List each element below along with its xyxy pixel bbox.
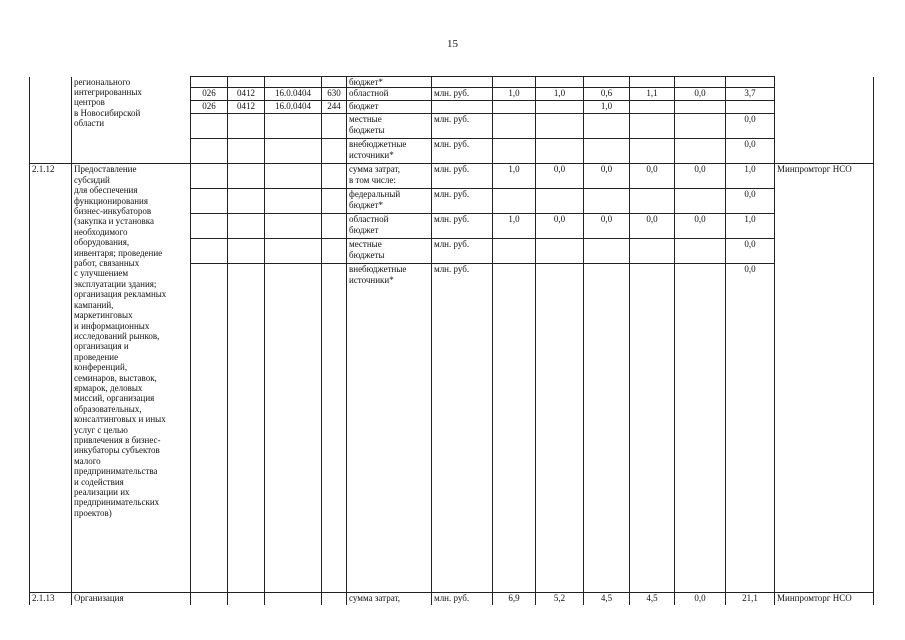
total-value: [726, 77, 775, 88]
year-value: [584, 189, 630, 214]
year-value: [675, 77, 726, 88]
funding-source-line: федеральный: [349, 189, 401, 200]
item-description-line: услуг с целью: [74, 424, 128, 435]
budget-code: [228, 214, 265, 239]
budget-code: [228, 239, 265, 264]
year-value: [536, 77, 584, 88]
year-value: [584, 77, 630, 88]
budget-code: [265, 139, 322, 164]
budget-code: [322, 77, 347, 88]
total-value: 21,1: [726, 593, 775, 605]
year-value: [584, 239, 630, 264]
funding-source: [347, 214, 432, 239]
item-description-line: семинаров, выставок,: [74, 372, 157, 383]
budget-code: [191, 214, 228, 239]
budget-code: [322, 239, 347, 264]
total-value: 3,7: [726, 88, 775, 101]
year-value: 0,0: [536, 214, 584, 239]
item-description-line: проведение: [74, 351, 119, 362]
funding-source-line: бюджеты: [349, 124, 385, 135]
year-value: 1,1: [630, 88, 675, 101]
year-value: [584, 139, 630, 164]
year-value: [630, 101, 675, 114]
item-description-line: (закупка и установка: [74, 216, 154, 227]
funding-source: [347, 264, 432, 593]
budget-code: [191, 77, 228, 88]
funding-source-line: источники*: [349, 274, 394, 285]
year-value: [536, 114, 584, 139]
unit: млн. руб.: [432, 139, 493, 164]
budget-code: [265, 593, 322, 605]
unit: млн. руб.: [432, 164, 493, 189]
budget-code: 630: [322, 88, 347, 101]
funding-source-line: бюджет*: [349, 199, 383, 210]
funding-source: [347, 101, 432, 114]
year-value: [493, 264, 536, 593]
funding-source-line: в том числе:: [349, 174, 396, 185]
total-value: 0,0: [726, 189, 775, 214]
year-value: [675, 101, 726, 114]
year-value: [493, 239, 536, 264]
year-value: 0,0: [536, 164, 584, 189]
total-value: 1,0: [726, 164, 775, 189]
year-value: [493, 189, 536, 214]
year-value: 1,0: [584, 101, 630, 114]
year-value: 0,0: [675, 88, 726, 101]
unit: [432, 77, 493, 88]
item-description-line: оборудования,: [74, 237, 130, 248]
item-description-line: привлечения в бизнес-: [74, 434, 161, 445]
budget-code: 16.0.0404: [265, 88, 322, 101]
funding-source-line: областной: [349, 88, 389, 99]
funding-source: [347, 77, 432, 88]
table-row: [30, 593, 874, 605]
budget-code: [265, 239, 322, 264]
budget-code: 026: [191, 101, 228, 114]
budget-code: [191, 164, 228, 189]
budget-code: [322, 264, 347, 593]
executor: Минпромторг НСО: [775, 593, 874, 605]
executor: Минпромторг НСО: [775, 164, 874, 593]
item-description-line: с улучшением: [74, 268, 129, 279]
item-description-line: бизнес-инкубаторов: [74, 206, 152, 217]
year-value: 0,0: [630, 164, 675, 189]
budget-code: [265, 114, 322, 139]
funding-source: [347, 88, 432, 101]
year-value: 1,0: [536, 88, 584, 101]
table-row: [30, 164, 874, 189]
total-value: 0,0: [726, 239, 775, 264]
year-value: [675, 264, 726, 593]
funding-source-line: внебюджетные: [349, 139, 407, 150]
budget-code: 244: [322, 101, 347, 114]
year-value: [493, 139, 536, 164]
funding-source-line: областной: [349, 214, 389, 225]
item-description-line: в Новосибирской: [74, 107, 141, 118]
year-value: [536, 139, 584, 164]
item-description: [72, 164, 191, 593]
budget-code: [191, 264, 228, 593]
year-value: 1,0: [493, 214, 536, 239]
year-value: [675, 239, 726, 264]
item-description-line: проектов): [74, 507, 112, 518]
item-description-line: центров: [74, 97, 105, 108]
item-description-line: предпринимательских: [74, 497, 160, 508]
funding-source: [347, 189, 432, 214]
item-description-line: субсидий: [74, 174, 110, 185]
item-description-line: кампаний,: [74, 299, 114, 310]
year-value: [536, 189, 584, 214]
unit: млн. руб.: [432, 88, 493, 101]
unit: млн. руб.: [432, 593, 493, 605]
budget-code: [228, 189, 265, 214]
total-value: 0,0: [726, 264, 775, 593]
year-value: [536, 264, 584, 593]
executor-cell: [775, 77, 874, 164]
year-value: [675, 139, 726, 164]
funding-source: [347, 139, 432, 164]
year-value: [630, 139, 675, 164]
total-value: 0,0: [726, 139, 775, 164]
year-value: [675, 114, 726, 139]
budget-code: [322, 189, 347, 214]
item-description-line: предпринимательства: [74, 466, 158, 477]
year-value: [584, 264, 630, 593]
year-value: [630, 264, 675, 593]
year-value: 1,0: [493, 88, 536, 101]
year-value: 0,0: [675, 593, 726, 605]
year-value: 0,6: [584, 88, 630, 101]
item-number: 2.1.13: [30, 593, 72, 605]
item-description-line: и содействия: [74, 476, 124, 487]
year-value: [493, 101, 536, 114]
item-description-line: регионального: [74, 76, 131, 87]
total-value: [726, 101, 775, 114]
unit: млн. руб.: [432, 114, 493, 139]
budget-code: [228, 114, 265, 139]
item-description-line: области: [74, 118, 105, 129]
funding-source-line: местные: [349, 114, 382, 125]
item-description-line: инвентаря; проведение: [74, 247, 163, 258]
year-value: 6,9: [493, 593, 536, 605]
budget-code: [191, 239, 228, 264]
budget-code: [322, 114, 347, 139]
year-value: 1,0: [493, 164, 536, 189]
year-value: 0,0: [584, 214, 630, 239]
table-row: [30, 77, 874, 88]
funding-source: [347, 114, 432, 139]
year-value: [630, 114, 675, 139]
unit: млн. руб.: [432, 214, 493, 239]
year-value: 4,5: [630, 593, 675, 605]
budget-code: [191, 114, 228, 139]
item-description-line: консалтинговых и иных: [74, 414, 166, 425]
year-value: 0,0: [630, 214, 675, 239]
budget-code: [228, 139, 265, 164]
budget-code: [228, 77, 265, 88]
budget-code: [191, 593, 228, 605]
funding-source-line: источники*: [349, 149, 394, 160]
funding-source-line: сумма затрат,: [349, 164, 400, 175]
year-value: 4,5: [584, 593, 630, 605]
unit: млн. руб.: [432, 189, 493, 214]
budget-code: [228, 593, 265, 605]
funding-source-line: внебюджетные: [349, 264, 407, 275]
item-description-line: конференций,: [74, 362, 128, 373]
year-value: [493, 114, 536, 139]
item-description: Организация: [72, 593, 191, 605]
budget-code: [265, 164, 322, 189]
funding-source: [347, 239, 432, 264]
budget-code: 0412: [228, 101, 265, 114]
year-value: [536, 101, 584, 114]
item-description-line: организация и: [74, 341, 129, 352]
year-value: [630, 77, 675, 88]
budget-code: [322, 593, 347, 605]
budget-code: [228, 164, 265, 189]
item-description-line: маркетинговых: [74, 310, 133, 321]
year-value: [493, 77, 536, 88]
item-description-line: исследований рынков,: [74, 330, 160, 341]
funding-source-line: бюджеты: [349, 249, 385, 260]
funding-source-line: местные: [349, 239, 382, 250]
year-value: 0,0: [675, 164, 726, 189]
budget-code: [191, 189, 228, 214]
year-value: 0,0: [584, 164, 630, 189]
item-description-line: образовательных,: [74, 403, 142, 414]
program-activities-table: [29, 76, 874, 605]
year-value: [584, 114, 630, 139]
budget-code: 026: [191, 88, 228, 101]
year-value: 0,0: [675, 214, 726, 239]
item-description-line: работ, связанных: [74, 258, 140, 269]
item-description-line: функционирования: [74, 195, 148, 206]
item-description-line: интегрированных: [74, 86, 142, 97]
item-number-cell: [30, 77, 72, 164]
item-description-line: эксплуатации здания;: [74, 278, 157, 289]
year-value: [536, 239, 584, 264]
year-value: [630, 189, 675, 214]
page-number: 15: [447, 38, 458, 50]
item-description-line: реализации их: [74, 487, 130, 497]
budget-code: [322, 164, 347, 189]
funding-source: [347, 164, 432, 189]
budget-code: [191, 139, 228, 164]
budget-code: [322, 139, 347, 164]
item-description-line: малого: [74, 455, 101, 466]
funding-source: сумма затрат,: [347, 593, 432, 605]
item-description-line: инкубаторы субъектов: [74, 445, 160, 456]
year-value: 5,2: [536, 593, 584, 605]
item-description: [72, 77, 191, 164]
budget-code: [265, 214, 322, 239]
unit: млн. руб.: [432, 239, 493, 264]
budget-code: [265, 189, 322, 214]
total-value: 1,0: [726, 214, 775, 239]
unit: [432, 101, 493, 114]
item-description-line: Предоставление: [74, 164, 137, 175]
budget-code: [265, 264, 322, 593]
budget-code: 16.0.0404: [265, 101, 322, 114]
item-description-line: ярмарок, деловых: [74, 382, 143, 393]
budget-code: [228, 264, 265, 593]
year-value: [675, 189, 726, 214]
funding-source-line: бюджет*: [349, 77, 383, 87]
item-description-line: необходимого: [74, 226, 128, 237]
year-value: [630, 239, 675, 264]
budget-code: [322, 214, 347, 239]
item-description-line: организация рекламных: [74, 289, 167, 300]
funding-source-line: бюджет: [349, 101, 379, 112]
item-description-line: для обеспечения: [74, 185, 138, 196]
funding-source-line: бюджет: [349, 224, 379, 235]
item-description-line: миссий, организация: [74, 393, 155, 404]
budget-code: [265, 77, 322, 88]
item-number: 2.1.12: [30, 164, 72, 593]
budget-code: 0412: [228, 88, 265, 101]
total-value: 0,0: [726, 114, 775, 139]
item-description-line: и информационных: [74, 320, 150, 331]
unit: млн. руб.: [432, 264, 493, 593]
